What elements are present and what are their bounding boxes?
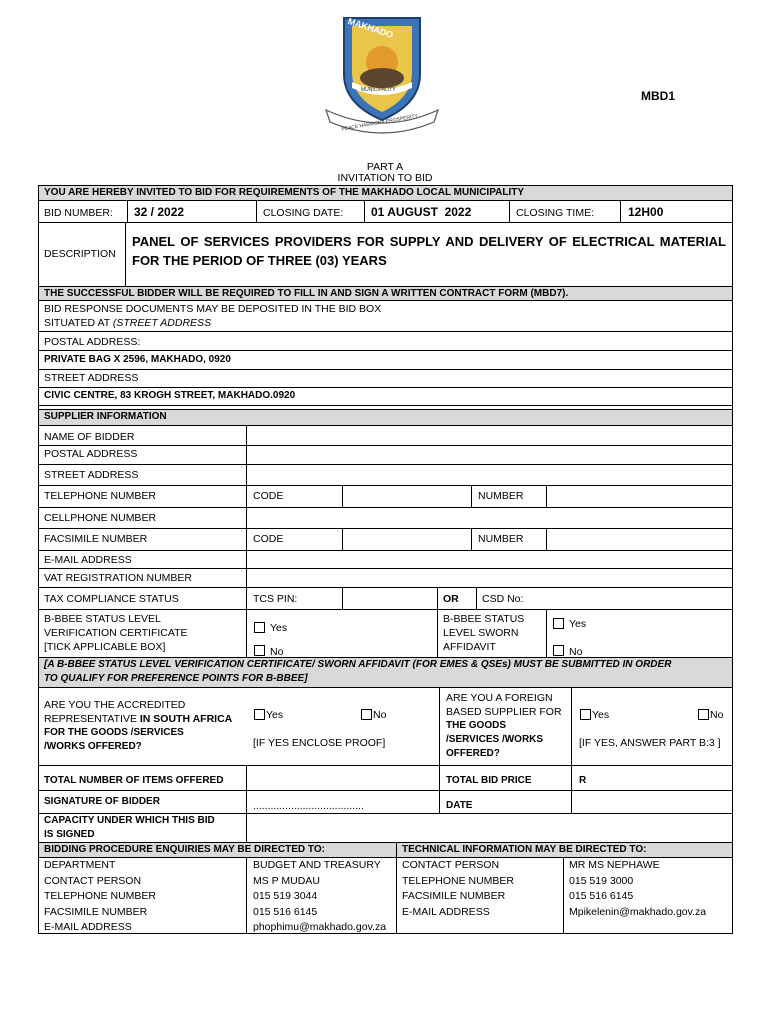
foreign-label-4: /SERVICES /WORKS <box>446 734 544 745</box>
procedure-value-contact: MS P MUDAU <box>253 875 320 887</box>
signature-label: SIGNATURE OF BIDDER <box>44 796 160 807</box>
procedure-value-telephone: 015 519 3044 <box>253 890 318 902</box>
logo-title: MAKHADO <box>346 15 395 41</box>
fax-code-field[interactable] <box>343 529 471 550</box>
foreign-label-3: THE GOODS <box>446 720 507 731</box>
deposit-line-1: BID RESPONSE DOCUMENTS MAY BE DEPOSITED IN THE BID BOX <box>44 303 382 315</box>
telephone-code-label: CODE <box>253 490 284 502</box>
accredited-label-1: ARE YOU THE ACCREDITED <box>44 699 186 711</box>
fax-number-label: NUMBER <box>478 533 524 545</box>
label-tax-compliance: TAX COMPLIANCE STATUS <box>44 593 179 605</box>
bid-number-value: 32 / 2022 <box>134 205 185 219</box>
label-cellphone-number: CELLPHONE NUMBER <box>44 512 157 524</box>
label-postal-address: POSTAL ADDRESS <box>44 448 138 460</box>
technical-label-facsimile: FACSIMILE NUMBER <box>402 890 506 902</box>
technical-enquiries-header: TECHNICAL INFORMATION MAY BE DIRECTED TO: <box>402 844 647 855</box>
technical-value-email[interactable]: Mpikelenin@makhado.gov.za <box>569 906 707 918</box>
bbbee-affidavit-label-2: LEVEL SWORN <box>443 627 519 639</box>
accredited-no-label: No <box>373 709 387 721</box>
foreign-yes-label: Yes <box>592 709 610 721</box>
description-label: DESCRIPTION <box>44 248 116 260</box>
technical-value-contact: MR MS NEPHAWE <box>569 859 660 871</box>
accredited-no-checkbox[interactable] <box>361 709 372 720</box>
foreign-label-1: ARE YOU A FOREIGN <box>446 692 553 704</box>
csd-label: CSD No: <box>482 593 524 605</box>
street-address-field[interactable] <box>247 465 732 485</box>
logo-motto: PEACE HARMONY PROSPERITY <box>341 113 419 133</box>
technical-value-telephone: 015 519 3000 <box>569 875 634 887</box>
street-address-label: STREET ADDRESS <box>44 372 139 384</box>
bbbee-cert-no-checkbox[interactable] <box>254 645 265 656</box>
bbbee-cert-yes-label: Yes <box>270 622 288 634</box>
street-address-value: CIVIC CENTRE, 83 KROGH STREET, MAKHADO.0920 <box>44 390 296 401</box>
technical-value-facsimile: 015 516 6145 <box>569 890 634 902</box>
part-title: INVITATION TO BID <box>337 172 433 184</box>
label-facsimile-number: FACSIMILE NUMBER <box>44 533 148 545</box>
fax-number-field[interactable] <box>547 529 732 550</box>
date-label: DATE <box>446 800 473 811</box>
contract-notice: THE SUCCESSFUL BIDDER WILL BE REQUIRED TO FILL IN AND SIGN A WRITTEN CONTRACT FORM (MBD7). <box>44 288 569 299</box>
name-of-bidder-field[interactable] <box>247 426 732 445</box>
procedure-label-contact: CONTACT PERSON <box>44 875 142 887</box>
label-email-address: E-MAIL ADDRESS <box>44 554 132 566</box>
postal-address-field[interactable] <box>247 446 732 464</box>
date-field[interactable] <box>572 791 732 813</box>
label-telephone-number: TELEPHONE NUMBER <box>44 490 157 502</box>
total-price-field[interactable] <box>590 766 732 790</box>
accredited-label-4: /WORKS OFFERED? <box>44 741 142 752</box>
bbbee-cert-label-1: B-BBEE STATUS LEVEL <box>44 613 161 625</box>
description-value: PANEL OF SERVICES PROVIDERS FOR SUPPLY AND DELIVERY OF ELECTRICAL MATERIAL FOR THE PERIOD OF THREE (03) YEARS <box>132 234 726 268</box>
total-items-label: TOTAL NUMBER OF ITEMS OFFERED <box>44 775 224 786</box>
label-street-address: STREET ADDRESS <box>44 469 139 481</box>
tcs-pin-label: TCS PIN: <box>253 593 298 605</box>
procedure-value-department: BUDGET AND TREASURY <box>253 859 381 871</box>
postal-address-label: POSTAL ADDRESS: <box>44 336 141 348</box>
capacity-label-1: CAPACITY UNDER WHICH THIS BID <box>44 815 215 826</box>
bbbee-affidavit-no-checkbox[interactable] <box>553 645 564 656</box>
closing-date-label: CLOSING DATE: <box>263 207 344 219</box>
form-code: MBD1 <box>641 89 676 103</box>
procedure-label-department: DEPARTMENT <box>44 859 116 871</box>
bbbee-notice-2: TO QUALIFY FOR PREFERENCE POINTS FOR B-BBEE] <box>44 673 308 684</box>
tcs-pin-field[interactable] <box>343 588 437 609</box>
procedure-label-telephone: TELEPHONE NUMBER <box>44 890 157 902</box>
telephone-number-label: NUMBER <box>478 490 524 502</box>
csd-field[interactable] <box>547 588 732 609</box>
closing-time-label: CLOSING TIME: <box>516 207 594 219</box>
postal-address-value: PRIVATE BAG X 2596, MAKHADO, 0920 <box>44 354 231 365</box>
deposit-line-2: SITUATED AT (STREET ADDRESS <box>44 317 212 329</box>
total-price-label: TOTAL BID PRICE <box>446 775 532 786</box>
bbbee-cert-no-label: No <box>270 646 284 658</box>
supplier-header: SUPPLIER INFORMATION <box>44 411 167 422</box>
bbbee-affidavit-no-label: No <box>569 646 583 658</box>
total-items-field[interactable] <box>247 766 439 790</box>
label-name-of-bidder: NAME OF BIDDER <box>44 431 135 443</box>
procedure-enquiries-header: BIDDING PROCEDURE ENQUIRIES MAY BE DIRECTED TO: <box>44 844 325 855</box>
email-field[interactable] <box>247 551 732 568</box>
closing-time-value: 12H00 <box>628 205 664 219</box>
foreign-no-label: No <box>710 709 724 721</box>
enclose-proof-note: [IF YES ENCLOSE PROOF] <box>253 737 386 749</box>
capacity-label-2: IS SIGNED <box>44 829 95 840</box>
closing-date-value: 01 AUGUST 2022 <box>371 205 472 219</box>
accredited-yes-label: Yes <box>266 709 284 721</box>
signature-line[interactable]: ...................................... <box>253 800 364 812</box>
cellphone-field[interactable] <box>247 508 732 528</box>
label-vat-registration: VAT REGISTRATION NUMBER <box>44 572 192 584</box>
bbbee-cert-yes-checkbox[interactable] <box>254 622 265 633</box>
bbbee-affidavit-yes-label: Yes <box>569 618 587 630</box>
fax-code-label: CODE <box>253 533 284 545</box>
accredited-label-3: FOR THE GOODS /SERVICES <box>44 727 184 738</box>
bbbee-affidavit-yes-checkbox[interactable] <box>553 618 564 629</box>
invite-header: YOU ARE HEREBY INVITED TO BID FOR REQUIREMENTS OF THE MAKHADO LOCAL MUNICIPALITY <box>44 187 525 198</box>
bbbee-cert-label-3: [TICK APPLICABLE BOX] <box>44 641 166 653</box>
procedure-value-facsimile: 015 516 6145 <box>253 906 318 918</box>
or-label: OR <box>443 593 459 605</box>
foreign-yes-checkbox[interactable] <box>580 709 591 720</box>
procedure-label-facsimile: FACSIMILE NUMBER <box>44 906 148 918</box>
bbbee-affidavit-label-3: AFFIDAVIT <box>443 641 496 653</box>
foreign-no-checkbox[interactable] <box>698 709 709 720</box>
telephone-code-field[interactable] <box>343 486 471 507</box>
technical-label-contact: CONTACT PERSON <box>402 859 500 871</box>
vat-field[interactable] <box>247 569 732 587</box>
technical-label-telephone: TELEPHONE NUMBER <box>402 875 515 887</box>
telephone-number-field[interactable] <box>547 486 732 507</box>
foreign-label-5: OFFERED? <box>446 748 500 759</box>
logo-ribbon: MUNICIPALITY <box>361 87 396 93</box>
technical-label-email: E-MAIL ADDRESS <box>402 906 490 918</box>
procedure-value-email[interactable]: phophimu@makhado.gov.za <box>253 921 387 933</box>
bid-number-label: BID NUMBER: <box>44 207 113 219</box>
answer-part-note: [IF YES, ANSWER PART B:3 ] <box>579 737 721 749</box>
bbbee-cert-label-2: VERIFICATION CERTIFICATE <box>44 627 188 639</box>
procedure-label-email: E-MAIL ADDRESS <box>44 921 132 933</box>
accredited-label-2: REPRESENTATIVE IN SOUTH AFRICA <box>44 713 233 725</box>
foreign-label-2: BASED SUPPLIER FOR <box>446 706 562 718</box>
accredited-yes-checkbox[interactable] <box>254 709 265 720</box>
part-label: PART A <box>366 161 404 173</box>
currency-label: R <box>579 775 587 786</box>
capacity-field[interactable] <box>247 814 732 842</box>
bbbee-notice-1: [A B-BBEE STATUS LEVEL VERIFICATION CERTIFICATE/ SWORN AFFIDAVIT (FOR EMES & QSEs) MUST BE SUBMITTED IN ORDER <box>44 659 672 670</box>
bbbee-affidavit-label-1: B-BBEE STATUS <box>443 613 525 625</box>
